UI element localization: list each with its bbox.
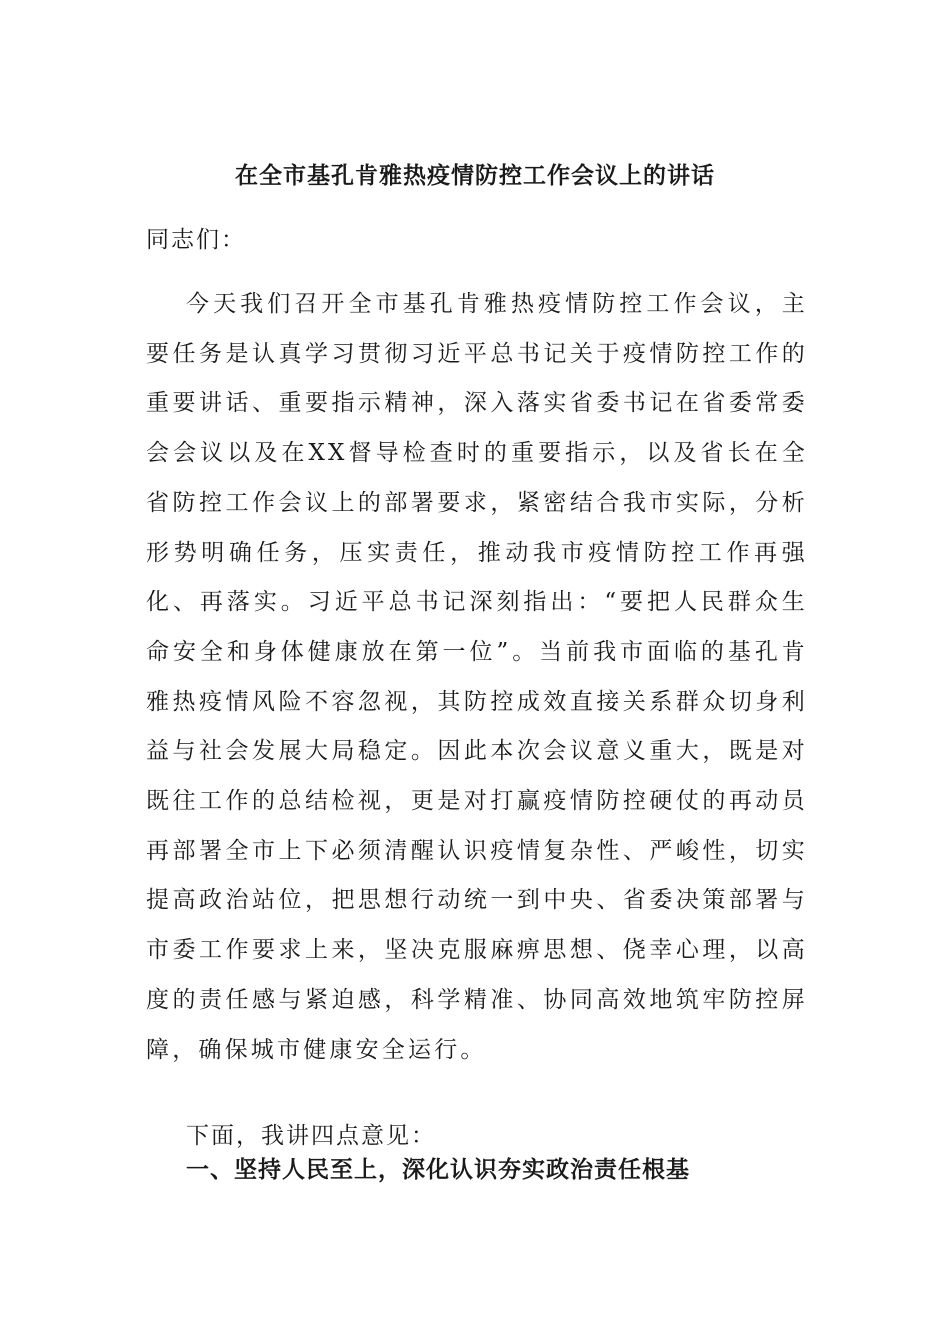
document-title: 在全市基孔肯雅热疫情防控工作会议上的讲话 xyxy=(235,162,715,189)
intro-line: 下面，我讲四点意见： xyxy=(186,1123,436,1149)
section-heading-1: 一、坚持人民至上，深化认识夯实政治责任根基 xyxy=(186,1156,690,1183)
salutation: 同志们： xyxy=(146,227,246,253)
body-paragraph: 今天我们召开全市基孔肯雅热疫情防控工作会议，主要任务是认真学习贯彻习近平总书记关于疫情防控工作的重要讲话、重要指示精神，深入落实省委书记在省委常委会会议以及在XX督导检查时的重要指示，以及省长在全省防控工作会议上的部署要求，紧密结合我市实际，分析形势明确任务，压实责任，推动我市疫情防控工作再强化、再落实。习近平总书记深刻指出：“要把人民群众生命安全和身体健康放在第一位”。当前我市面临的基孔肯雅热疫情风险不容忽视，其防控成效直接关系群众切身利益与社会发展大局稳定。因此本次会议意义重大，既是对既往工作的总结检视，更是对打赢疫情防控硬仗的再动员再部署全市上下必须清醒认识疫情复杂性、严峻性，切实提高政治站位，把思想行动统一到中央、省委决策部署与市委工作要求上来，坚决克服麻痹思想、侥幸心理，以高度的责任感与紧迫感，科学精准、协同高效地筑牢防控屏障，确保城市健康安全运行。 xyxy=(146,291,808,1063)
